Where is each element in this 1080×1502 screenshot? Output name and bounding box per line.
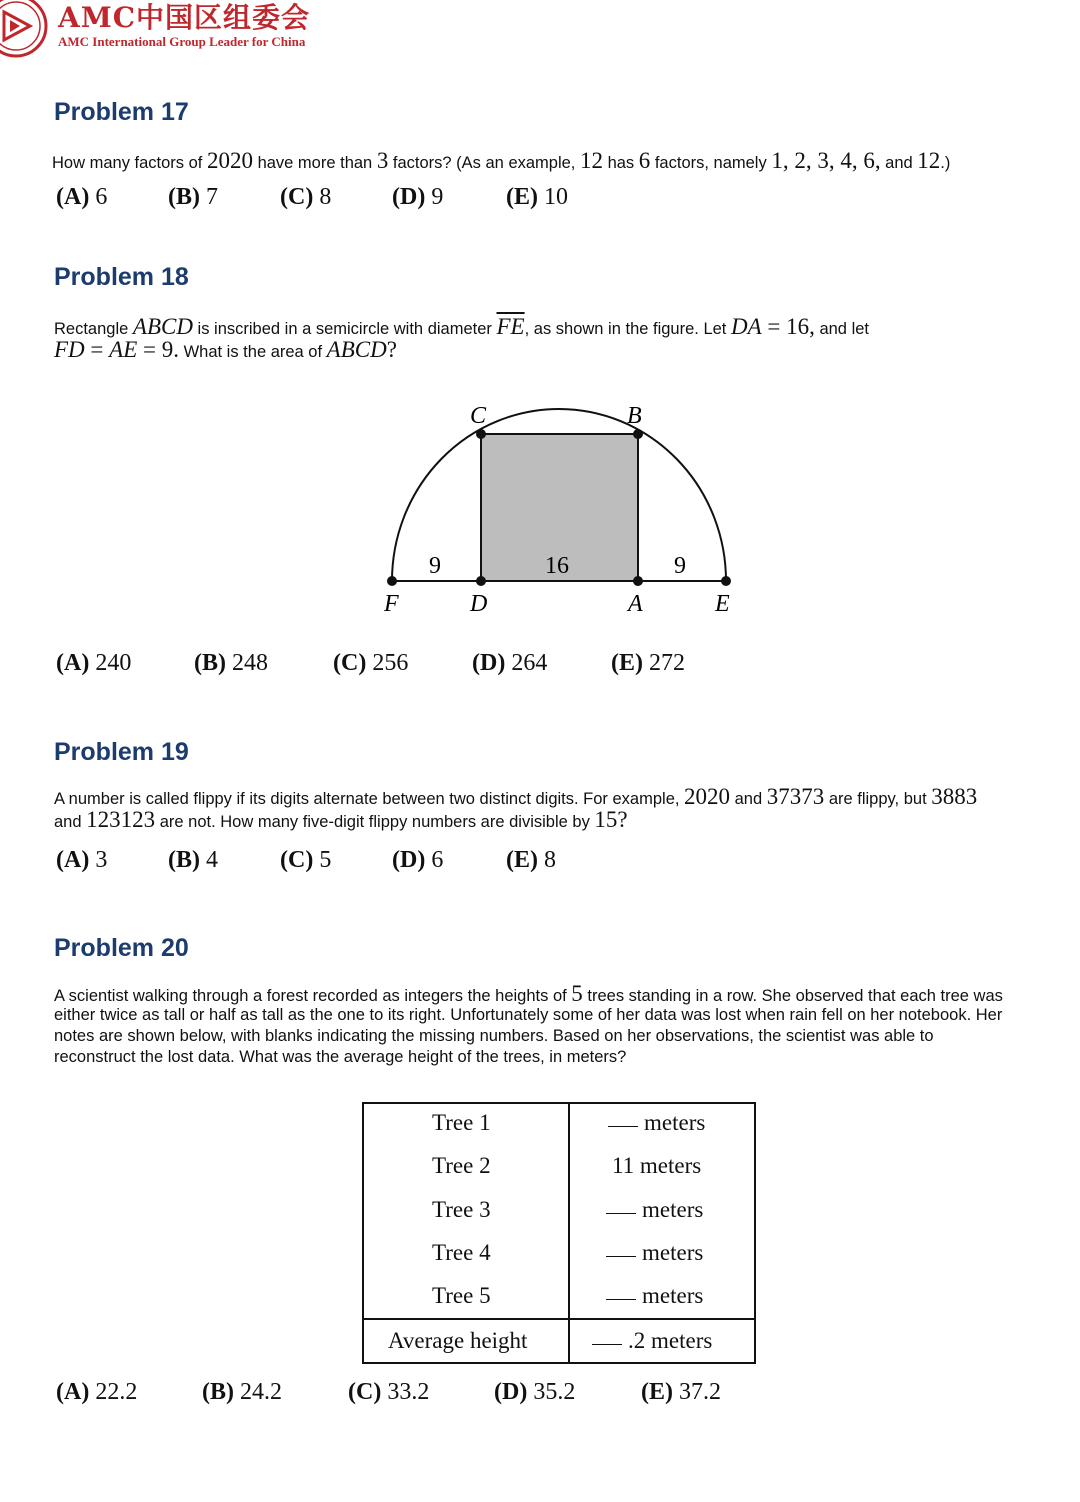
answer-choice[interactable]: (D) 264 (472, 650, 548, 676)
problem-18-text-line2: FD = AE = 9. What is the area of ABCD? (54, 337, 397, 362)
problem-20-title: Problem 20 (54, 934, 189, 962)
blank-line (606, 1213, 636, 1214)
table-row-height: meters (608, 1110, 705, 1136)
label-length-da: 16 (545, 553, 569, 579)
answer-choice[interactable]: (E) 8 (506, 847, 556, 873)
table-row-tree-label: Tree 5 (432, 1283, 491, 1308)
answer-choice[interactable]: (C) 5 (280, 847, 332, 873)
label-e: E (715, 591, 730, 617)
table-row-tree-label: Tree 1 (432, 1110, 491, 1135)
tree-heights-table (362, 1102, 756, 1364)
table-grid (362, 1102, 756, 1364)
answer-choice[interactable]: (D) 9 (392, 184, 444, 210)
answer-choice[interactable]: (C) 8 (280, 184, 332, 210)
point-d (476, 576, 486, 586)
answer-choice[interactable]: (A) 3 (56, 847, 108, 873)
label-f: F (384, 591, 399, 617)
label-a: A (628, 591, 643, 617)
label-c: C (470, 403, 487, 429)
answer-choice[interactable]: (E) 10 (506, 184, 568, 210)
table-row-tree-label: Tree 3 (432, 1197, 491, 1222)
problem-20-text-line4: reconstruct the lost data. What was the average height of the trees, in meters? (54, 1048, 627, 1066)
table-row-height: meters (606, 1240, 703, 1266)
problem-19-title: Problem 19 (54, 738, 189, 766)
amc-logo (0, 0, 52, 69)
answer-choice[interactable]: (B) 24.2 (202, 1379, 282, 1405)
problem-20-text-line3: notes are shown below, with blanks indicating the missing numbers. Based on her observations, the scientist was able to (54, 1027, 934, 1045)
average-height-value: .2 meters (592, 1328, 712, 1354)
answer-choice[interactable]: (B) 248 (194, 650, 268, 676)
problem-20-text-line2: either twice as tall or half as tall as the one to its right. Unfortunately some of her data was lost when rain fell on her notebook. Her (54, 1006, 1003, 1024)
label-length-ae: 9 (674, 553, 686, 579)
answer-choice[interactable]: (C) 33.2 (348, 1379, 430, 1405)
answer-choice[interactable]: (E) 37.2 (641, 1379, 721, 1405)
table-row-tree-label: Tree 4 (432, 1240, 491, 1265)
blank-line (606, 1256, 636, 1257)
problem-19-text-line1: A number is called flippy if its digits alternate between two distinct digits. For example, 2020 and 37373 are flippy, but 3883 (54, 784, 978, 809)
answer-choice[interactable]: (A) 22.2 (56, 1379, 138, 1405)
point-e (721, 576, 731, 586)
answer-choice[interactable]: (D) 35.2 (494, 1379, 576, 1405)
blank-line (608, 1126, 638, 1127)
semicircle-figure (370, 395, 750, 625)
blank-line (592, 1344, 622, 1345)
problem-17-title: Problem 17 (54, 98, 189, 126)
problem-19-text-line2: and 123123 are not. How many five-digit flippy numbers are divisible by 15? (54, 807, 628, 832)
table-row-height: meters (606, 1197, 703, 1223)
answer-choice[interactable]: (D) 6 (392, 847, 444, 873)
blank-line (606, 1299, 636, 1300)
table-row-height: meters (606, 1283, 703, 1309)
answer-choice[interactable]: (C) 256 (333, 650, 409, 676)
label-b: B (627, 403, 642, 429)
problem-18-title: Problem 18 (54, 263, 189, 291)
problem-18-text-line1: Rectangle ABCD is inscribed in a semicircle with diameter $\overline{FE}$, as shown in the figure. Let DA = 16, and let (54, 314, 869, 339)
table-row-height: 11 meters (612, 1153, 702, 1178)
label-d: D (470, 591, 488, 617)
answer-choice[interactable]: (E) 272 (611, 650, 685, 676)
table-row-tree-label: Tree 2 (432, 1153, 491, 1178)
average-height-label: Average height (388, 1328, 528, 1353)
answer-choice[interactable]: (A) 6 (56, 184, 108, 210)
brand-english: AMC International Group Leader for China (58, 34, 306, 49)
point-b (633, 429, 643, 439)
brand-chinese: AMC中国区组委会 (58, 1, 311, 34)
answer-choice[interactable]: (B) 7 (168, 184, 218, 210)
problem-17-text: How many factors of 2020 have more than 3 factors? (As an example, 12 has 6 factors, namely 1, 2, 3, 4, 6, and 12.) (52, 148, 951, 173)
answer-choice[interactable]: (A) 240 (56, 650, 132, 676)
point-a (633, 576, 643, 586)
label-length-fd: 9 (429, 553, 441, 579)
point-c (476, 429, 486, 439)
problem-20-text-line1: A scientist walking through a forest recorded as integers the heights of 5 trees standing in a row. She observed that each tree was (54, 981, 1003, 1006)
point-f (387, 576, 397, 586)
answer-choice[interactable]: (B) 4 (168, 847, 218, 873)
